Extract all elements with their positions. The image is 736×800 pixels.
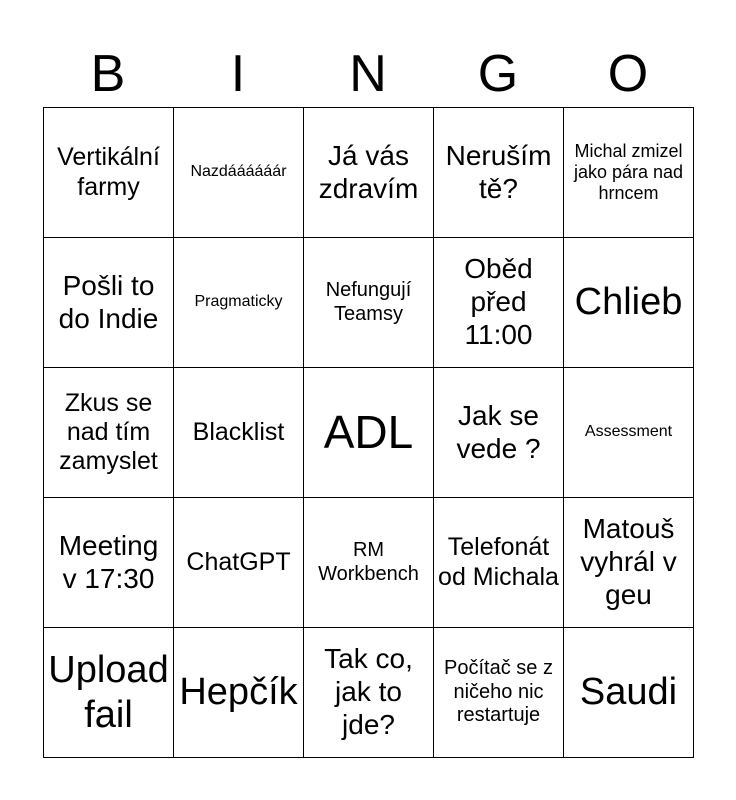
bingo-cell-r5c3[interactable]: Tak co, jak to jde? — [304, 628, 434, 758]
bingo-cell-r3c5[interactable]: Assessment — [564, 368, 694, 498]
bingo-cell-r3c4[interactable]: Jak se vede ? — [434, 368, 564, 498]
bingo-cell-r5c1[interactable]: Upload fail — [44, 628, 174, 758]
bingo-cell-r4c1[interactable]: Meeting v 17:30 — [44, 498, 174, 628]
bingo-cell-r5c4[interactable]: Počítač se z ničeho nic restartuje — [434, 628, 564, 758]
bingo-cell-r1c1[interactable]: Vertikální farmy — [44, 108, 174, 238]
bingo-cell-r2c1[interactable]: Pošli to do Indie — [44, 238, 174, 368]
bingo-cell-r1c4[interactable]: Neruším tě? — [434, 108, 564, 238]
bingo-cell-r4c5[interactable]: Matouš vyhrál v geu — [564, 498, 694, 628]
bingo-cell-r4c3[interactable]: RM Workbench — [304, 498, 434, 628]
bingo-cell-r5c2[interactable]: Hepčík — [174, 628, 304, 758]
bingo-header — [43, 40, 693, 108]
header-letter-n: N — [349, 45, 387, 103]
bingo-cell-r4c2[interactable]: ChatGPT — [174, 498, 304, 628]
bingo-cell-r2c5[interactable]: Chlieb — [564, 238, 694, 368]
bingo-cell-r1c3[interactable]: Já vás zdravím — [304, 108, 434, 238]
bingo-cell-r3c2[interactable]: Blacklist — [174, 368, 304, 498]
bingo-cell-r4c4[interactable]: Telefonát od Michala — [434, 498, 564, 628]
header-letter-i: I — [230, 45, 246, 103]
bingo-cell-r1c2[interactable]: Nazdáááááár — [174, 108, 304, 238]
bingo-cell-r2c2[interactable]: Pragmaticky — [174, 238, 304, 368]
header-letter-b: B — [90, 45, 126, 103]
bingo-cell-r2c3[interactable]: Nefungují Teamsy — [304, 238, 434, 368]
bingo-cell-free-center[interactable]: ADL — [304, 368, 434, 498]
bingo-cell-r5c5[interactable]: Saudi — [564, 628, 694, 758]
header-letter-o: O — [607, 45, 649, 103]
bingo-cell-r1c5[interactable]: Michal zmizel jako pára nad hrncem — [564, 108, 694, 238]
header-letter-g: G — [477, 45, 519, 103]
bingo-cell-r2c4[interactable]: Oběd před 11:00 — [434, 238, 564, 368]
bingo-cell-r3c1[interactable]: Zkus se nad tím zamyslet — [44, 368, 174, 498]
bingo-board — [43, 107, 694, 758]
